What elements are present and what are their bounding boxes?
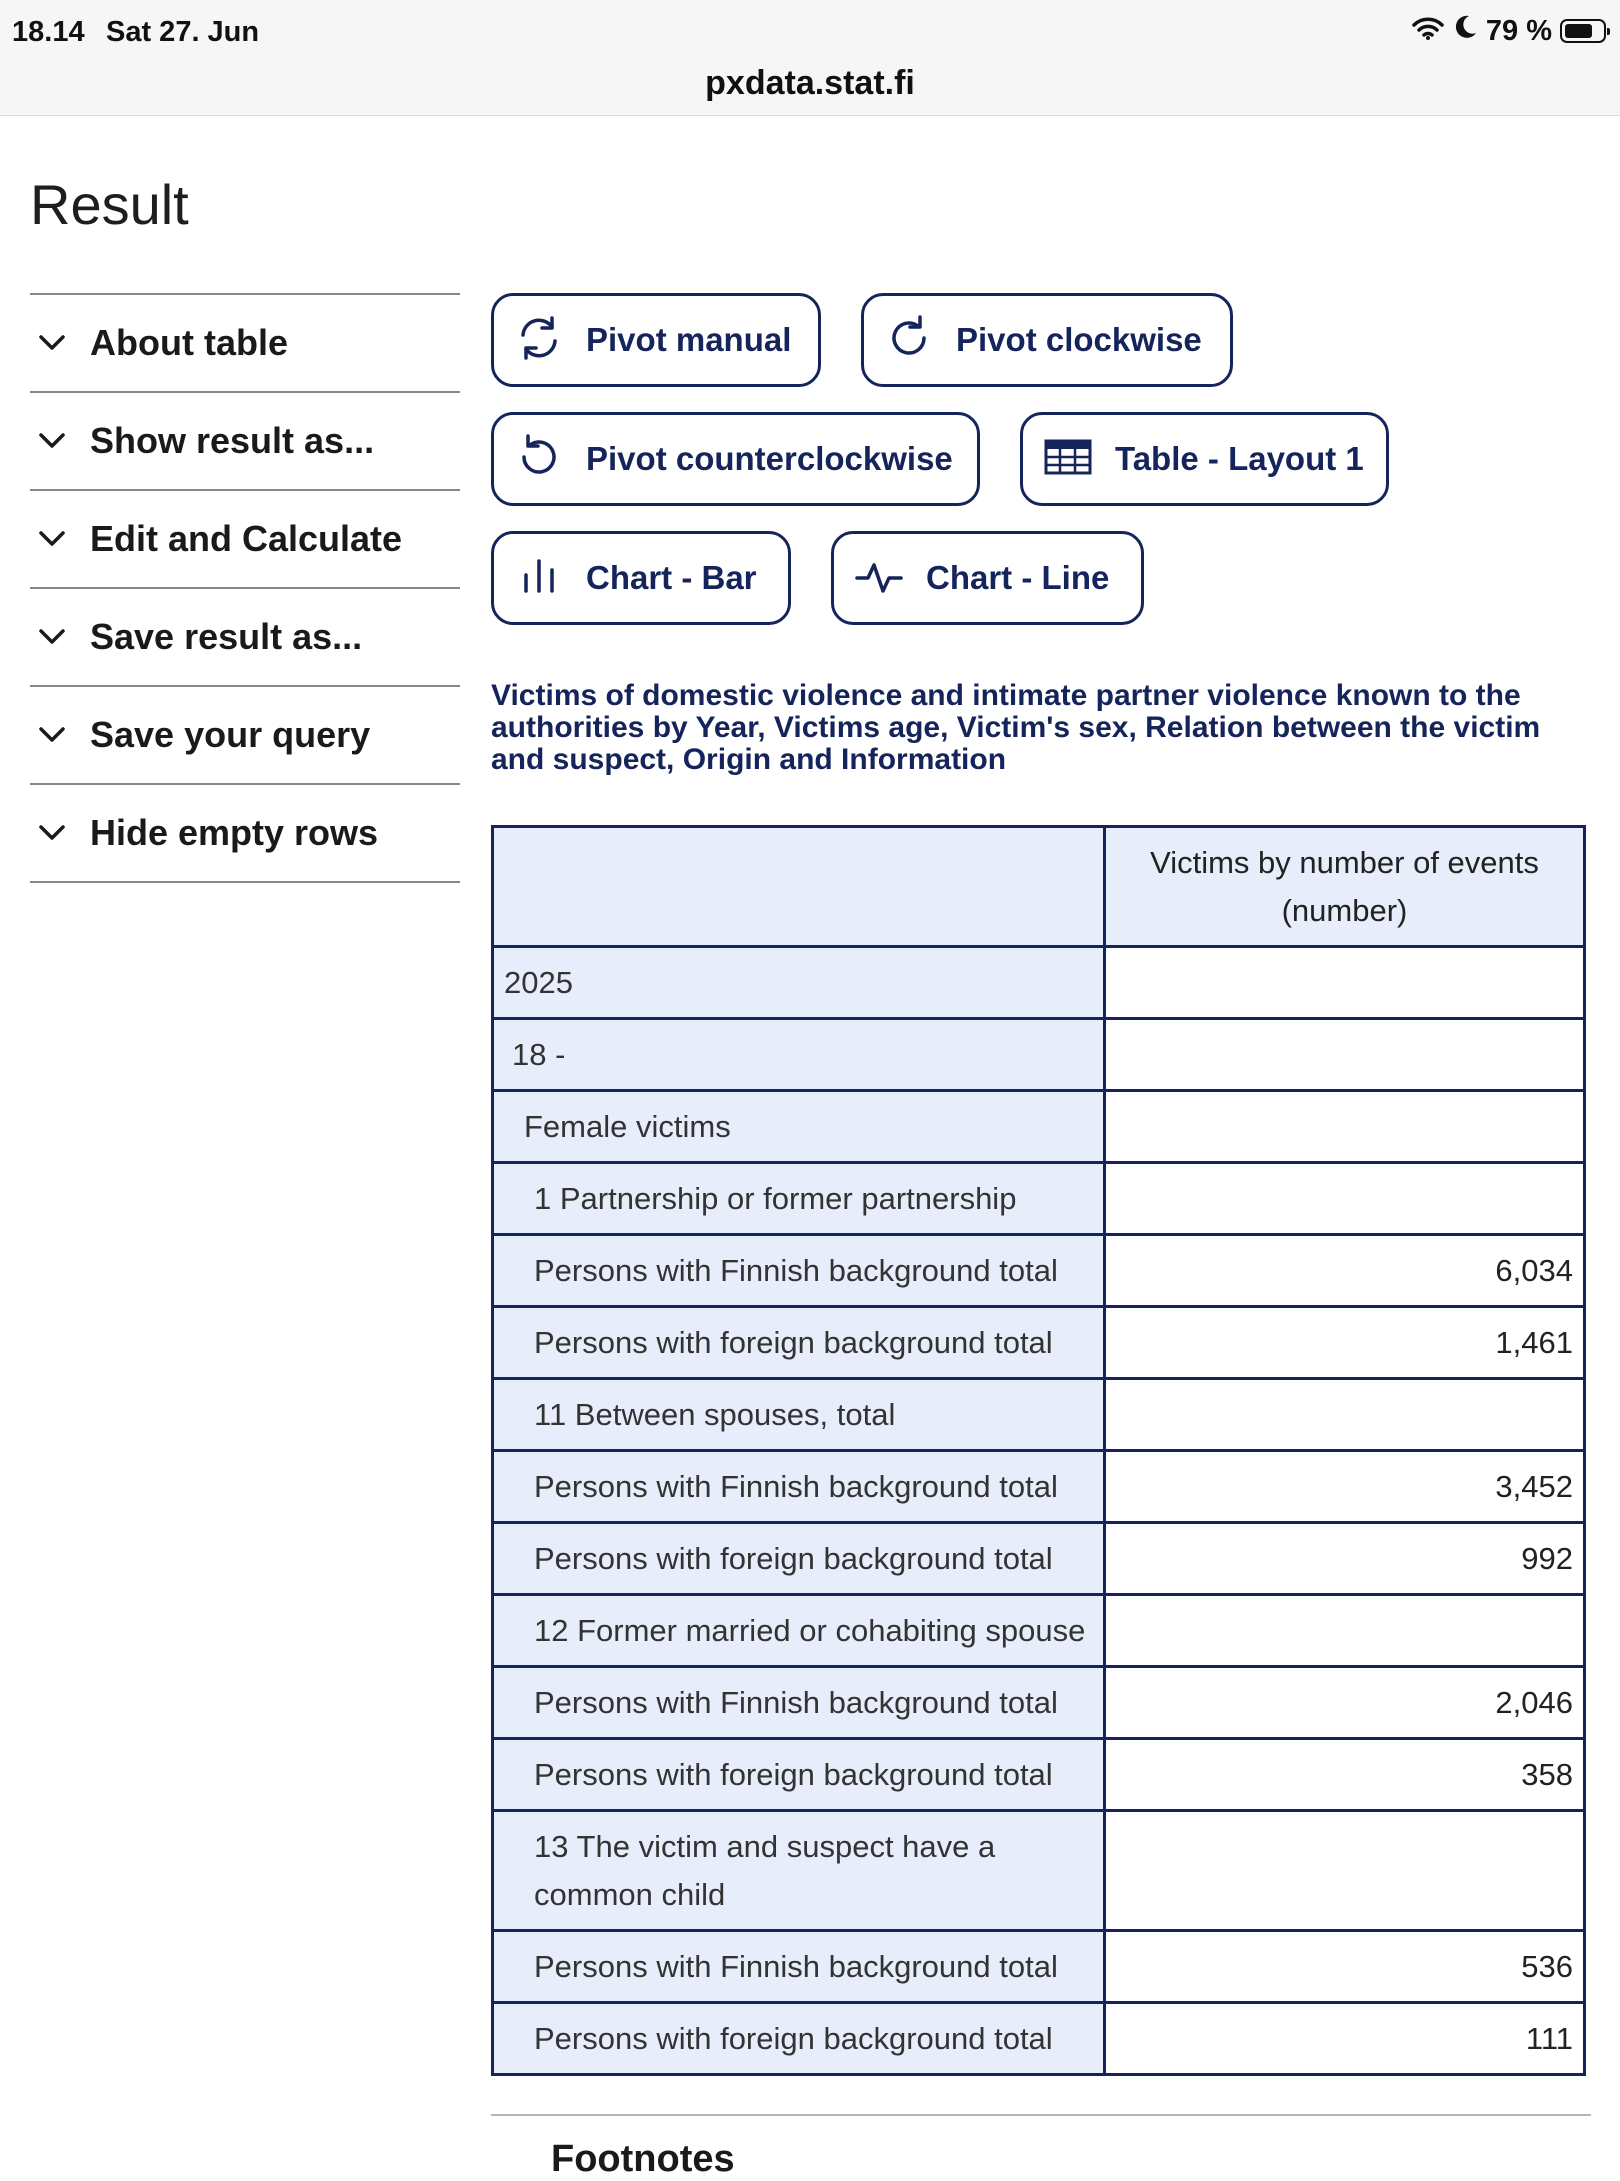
data-cell: 536 [1105, 1931, 1585, 2003]
bar-chart-icon [514, 551, 564, 606]
status-bar [0, 0, 1620, 116]
button-label: Chart - Bar [586, 559, 757, 596]
row-header: Persons with foreign background total [493, 1523, 1105, 1595]
status-indicators [1412, 14, 1606, 48]
button-label: Pivot counterclockwise [586, 440, 953, 477]
accordion-label: About table [90, 322, 288, 363]
battery-level [1565, 24, 1592, 38]
accordion-label: Save result as... [90, 616, 363, 657]
address-bar-url[interactable]: pxdata.stat.fi [705, 64, 915, 102]
chevron-down-icon [30, 432, 78, 450]
chart-line-button[interactable] [831, 531, 1144, 625]
table-row [493, 1667, 1585, 1739]
accordion-label: Edit and Calculate [90, 518, 403, 559]
chevron-down-icon [30, 530, 78, 548]
row-header: Persons with foreign background total [493, 1739, 1105, 1811]
accordion-label: Save your query [90, 714, 371, 755]
status-date: Sat 27. Jun [106, 16, 260, 48]
battery-percent: 79 % [1485, 14, 1552, 47]
data-cell: 358 [1105, 1739, 1585, 1811]
accordion-label: Hide empty rows [90, 812, 379, 853]
button-label: Pivot manual [586, 321, 792, 358]
accordion-save-result-as[interactable] [30, 589, 460, 687]
row-header: Persons with foreign background total [493, 2003, 1105, 2075]
data-cell [1105, 1595, 1585, 1667]
table-row [493, 1091, 1585, 1163]
table-row [493, 947, 1585, 1019]
row-header: 13 The victim and suspect have a common child [493, 1811, 1105, 1931]
wifi-icon [1412, 15, 1444, 48]
table-caption: Victims of domestic violence and intimate partner violence known to the authorities by Year, Victims age, Victim's sex, Relation between the victim and suspect, Origin and Information [491, 679, 1541, 776]
table-row [493, 1379, 1585, 1451]
data-cell: 992 [1105, 1523, 1585, 1595]
table-row [493, 2003, 1585, 2075]
rotate-clockwise-icon [884, 313, 934, 368]
accordion-edit-and-calculate[interactable] [30, 491, 460, 589]
status-time: 18.14 [12, 16, 85, 48]
table-row [493, 1523, 1585, 1595]
row-header: 18 - [493, 1019, 1105, 1091]
button-label: Table - Layout 1 [1115, 440, 1364, 477]
row-header: Persons with Finnish background total [493, 1451, 1105, 1523]
row-header: Persons with Finnish background total [493, 1667, 1105, 1739]
rotate-counterclockwise-icon [514, 432, 564, 487]
accordion-show-result-as[interactable] [30, 393, 460, 491]
row-header: 2025 [493, 947, 1105, 1019]
section-divider [491, 2114, 1591, 2116]
row-header: 11 Between spouses, total [493, 1379, 1105, 1451]
chevron-down-icon [30, 628, 78, 646]
table-row [493, 1595, 1585, 1667]
data-cell [1105, 1163, 1585, 1235]
table-layout-button[interactable] [1020, 412, 1389, 506]
data-cell: 3,452 [1105, 1451, 1585, 1523]
accordion-about-table[interactable] [30, 295, 460, 393]
table-row [493, 1931, 1585, 2003]
data-cell [1105, 947, 1585, 1019]
pivot-manual-button[interactable] [491, 293, 821, 387]
row-header: Female victims [493, 1091, 1105, 1163]
table-row [493, 1739, 1585, 1811]
row-header: Persons with Finnish background total [493, 1931, 1105, 2003]
data-cell [1105, 1811, 1585, 1931]
data-cell: 1,461 [1105, 1307, 1585, 1379]
page-title: Result [30, 173, 189, 236]
table-row [493, 1451, 1585, 1523]
chevron-down-icon [30, 334, 78, 352]
table-row [493, 1811, 1585, 1931]
moon-icon [1452, 14, 1478, 48]
pivot-counterclockwise-button[interactable] [491, 412, 980, 506]
accordion-hide-empty-rows[interactable] [30, 785, 460, 883]
row-header: 12 Former married or cohabiting spouse [493, 1595, 1105, 1667]
options-accordion [30, 293, 460, 883]
column-header: Victims by number of events (number) [1105, 827, 1585, 947]
data-cell [1105, 1379, 1585, 1451]
accordion-label: Show result as... [90, 420, 375, 461]
data-cell [1105, 1091, 1585, 1163]
data-cell: 6,034 [1105, 1235, 1585, 1307]
table-header-row [493, 827, 1585, 947]
accordion-save-your-query[interactable] [30, 687, 460, 785]
line-chart-icon [854, 551, 904, 606]
row-header: Persons with Finnish background total [493, 1235, 1105, 1307]
button-label: Pivot clockwise [956, 321, 1202, 358]
chevron-down-icon [30, 824, 78, 842]
data-cell: 2,046 [1105, 1667, 1585, 1739]
refresh-arrows-icon [514, 313, 564, 368]
table-row [493, 1307, 1585, 1379]
data-cell: 111 [1105, 2003, 1585, 2075]
table-corner-cell [493, 827, 1105, 947]
footnotes-heading: Footnotes [551, 2138, 735, 2180]
pivot-clockwise-button[interactable] [861, 293, 1233, 387]
battery-icon [1560, 19, 1606, 43]
chevron-down-icon [30, 726, 78, 744]
table-icon [1043, 437, 1093, 482]
data-cell [1105, 1019, 1585, 1091]
table-row [493, 1235, 1585, 1307]
table-row [493, 1163, 1585, 1235]
button-label: Chart - Line [926, 559, 1110, 596]
result-table [491, 825, 1586, 2076]
table-row [493, 1019, 1585, 1091]
row-header: Persons with foreign background total [493, 1307, 1105, 1379]
chart-bar-button[interactable] [491, 531, 791, 625]
row-header: 1 Partnership or former partnership [493, 1163, 1105, 1235]
